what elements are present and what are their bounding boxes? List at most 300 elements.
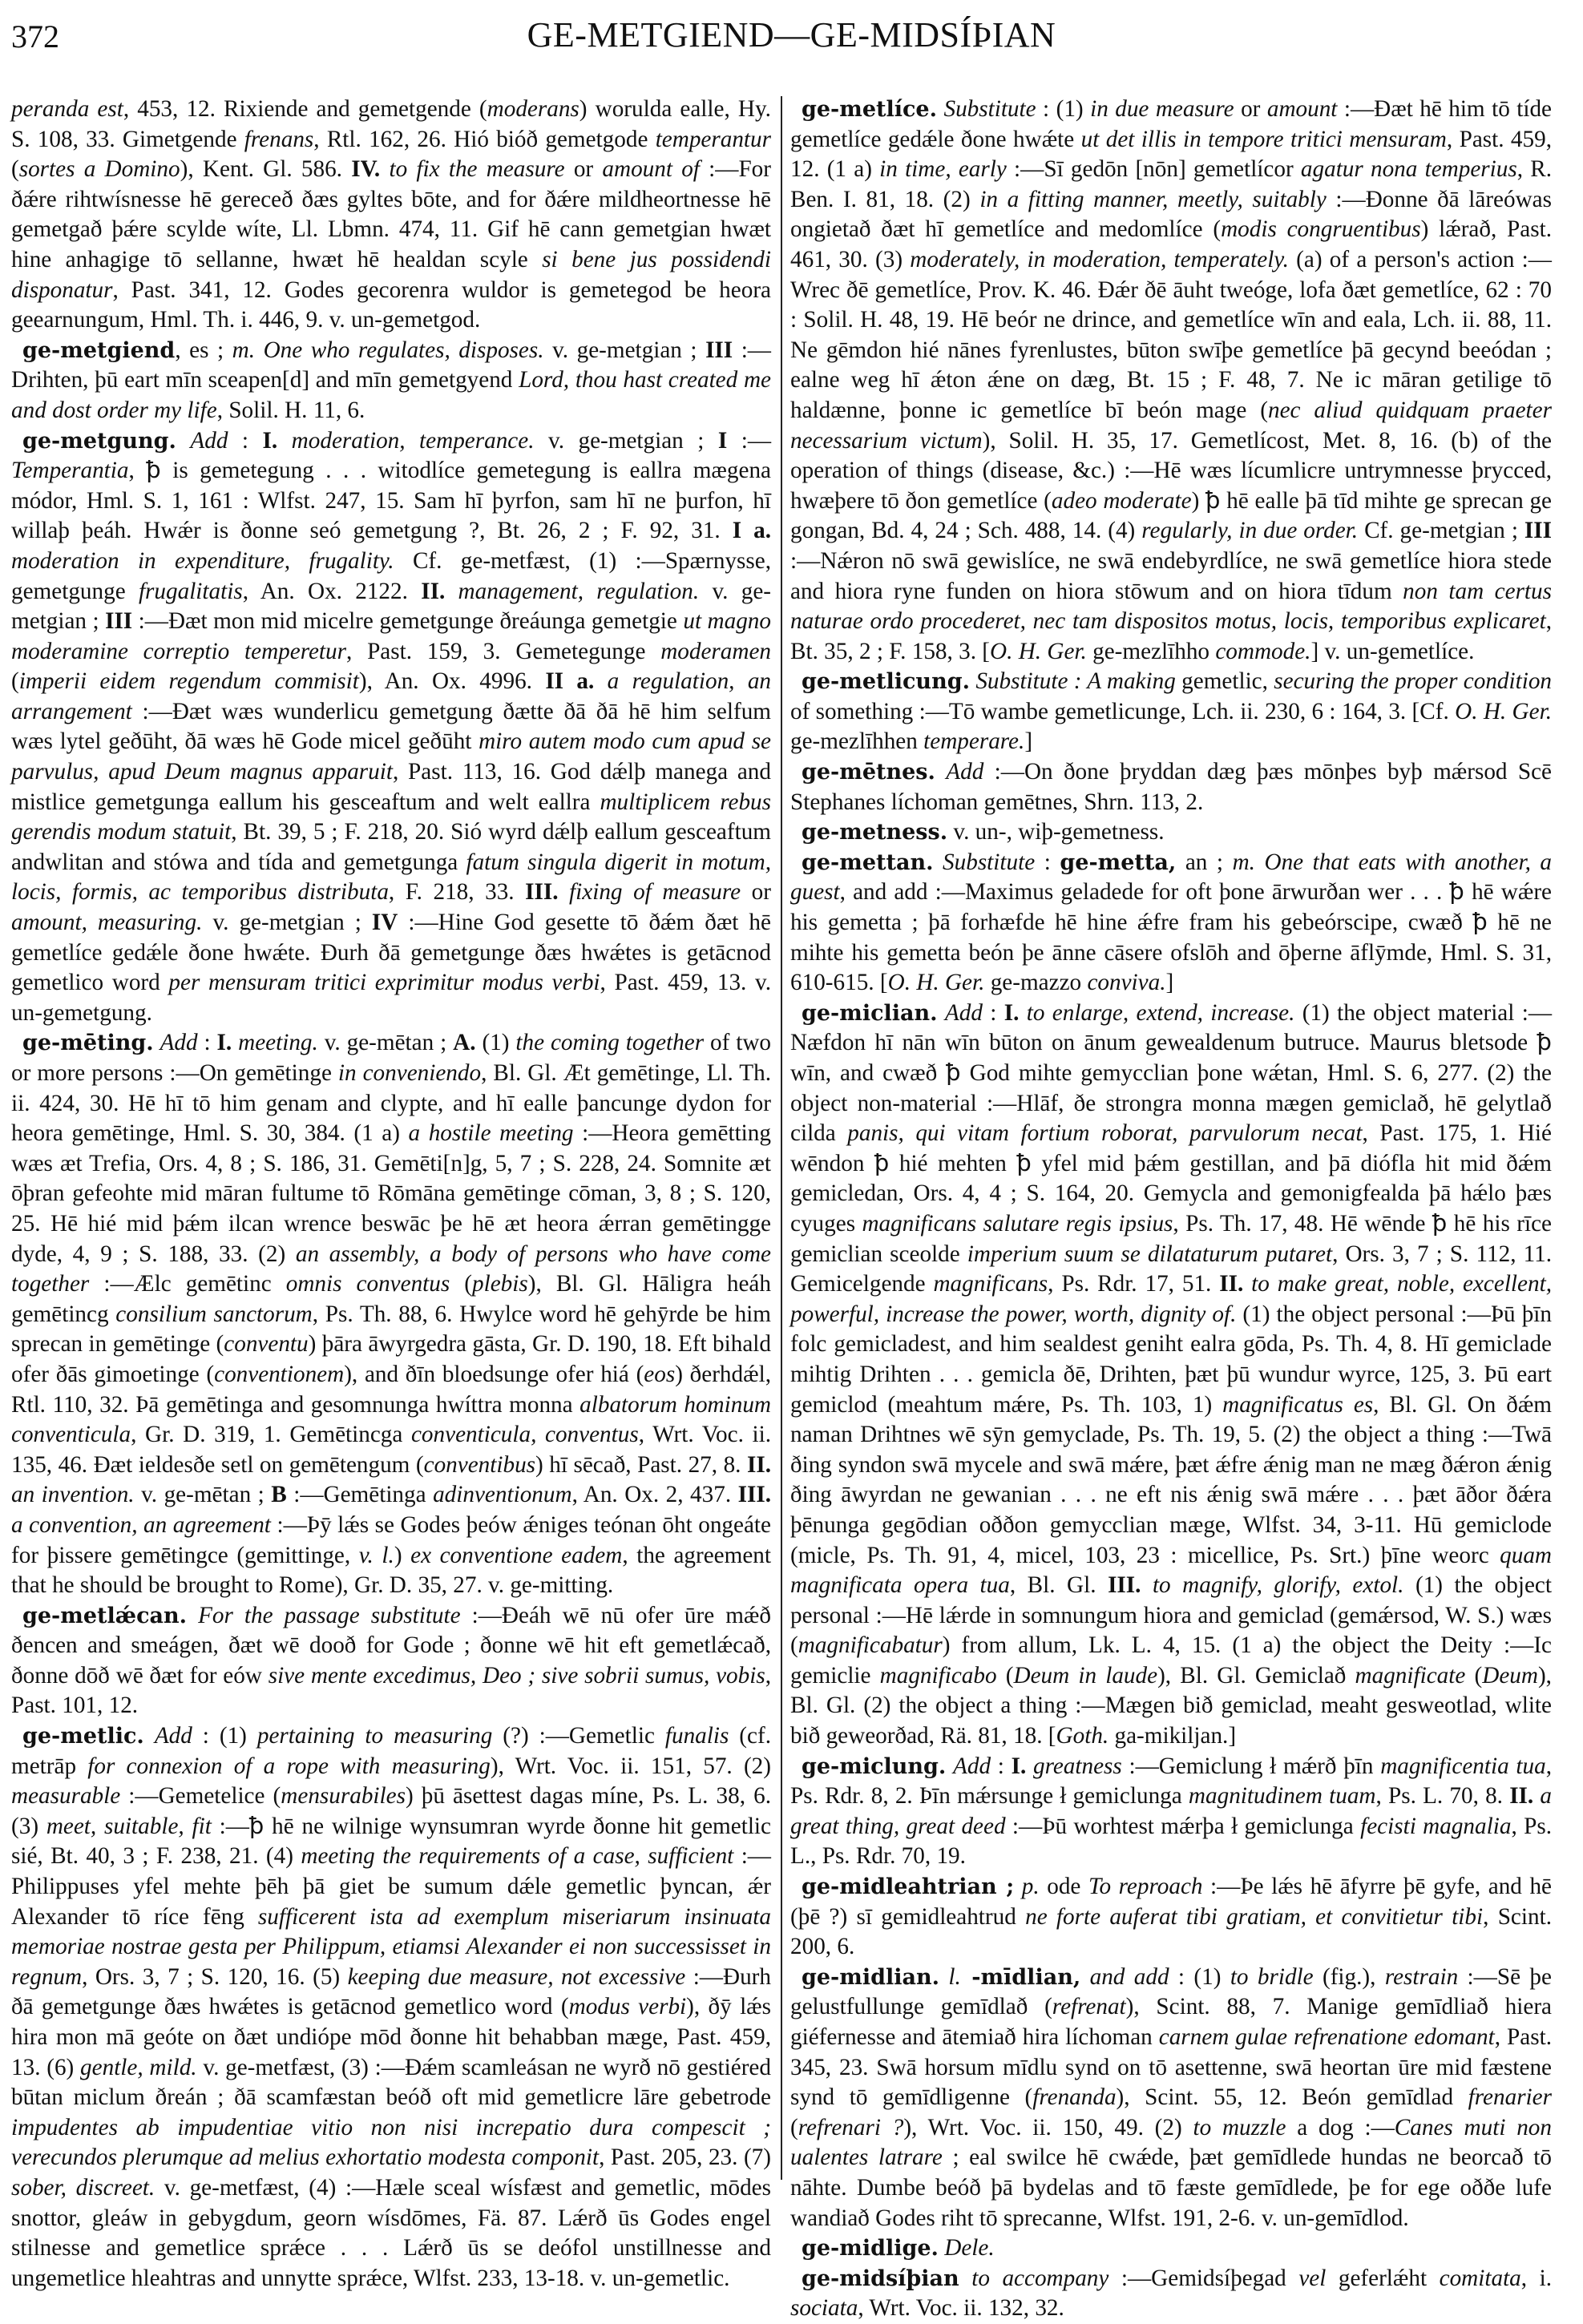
sense-number: II.: [421, 578, 446, 604]
entry-text: a dog :—: [1286, 2114, 1395, 2140]
entry-text: ), ðȳ lǽs hira mon mā geóte on ðæt undiópe mōd ðonne hit behabban mæge, Past. 459, 13. (6): [11, 1994, 772, 2080]
italic-gloss: Substitute: [943, 96, 1036, 122]
italic-gloss: mensurabiles: [281, 1783, 406, 1810]
entry-text: , 453, 12. Rixiende and gemetgende (: [123, 96, 487, 122]
entry-text: , Bl. Gl. On ðǽm naman Drihtnes wē sȳn gemyclade, Ps. Th. 19, 5. (2) the object a thing :—Twā ðing syndon swā mycele and swā mǽre, þæt ǽfre ǽnig man ne mæg ðǽron ǽnig ðing āwyrdan ne gewanian . . . ne eft nis ǽnig swā mǽre . . . þæt āðor ðǽra þēnunga gegōdian oððon gemycclian mæge, Wlfst. 34, 3-11. Hū gemiclode (micle, Ps. Th. 91, 4, micel, 103, 23 : micellice, Ps. Srt.) þīne weorc: [790, 1391, 1552, 1568]
entry-text: , An. Ox. 2, 437.: [571, 1482, 738, 1508]
italic-gloss: keeping due measure, not excessive: [347, 1963, 686, 1990]
entry-text: v. un-, wiþ-gemetness.: [947, 819, 1165, 845]
entry-text: , F. 218, 33.: [388, 879, 526, 906]
italic-gloss: for connexion of a rope with measuring: [87, 1753, 491, 1779]
sense-number: III.: [525, 879, 559, 906]
sense-number: III: [705, 337, 733, 363]
headword: ge-midleahtrian ;: [802, 1874, 1015, 1900]
italic-gloss: frenans: [244, 126, 314, 152]
entry-text: :—Ðæt wæs wunderlicu gemetgung ðætte ðā ðā hē him selfum wæs lytel geðūht, ðā wæs hē Gode micel geðūht: [11, 698, 771, 755]
italic-gloss: miro autem modo cum apud se parvulus, apud Deum magnus apparuit: [11, 728, 772, 785]
italic-gloss: m. One who regulates, disposes.: [232, 337, 544, 363]
entry-text: ] v. un-gemetlíce.: [1310, 638, 1475, 664]
italic-gloss: si bene jus possidendi disponatur: [11, 246, 771, 303]
entry-text: , Gr. D. 319, 1. Gemētincga: [131, 1422, 411, 1448]
entry-text: , ꝥ is gemetegung . . . witodlíce gemetegung is eallra mægena módor, Hml. S. 1, 161 : Wlfst. 247, 15. Sam hī þyrfon, sam hī ne þurfon, hī willaþ þeáh. Hwǽr is ðonne seó gemetgung ?, Bt. 26, 2 ; F. 92, 31.: [11, 458, 771, 544]
entry-text: : (1): [1169, 1963, 1230, 1990]
entry-text: :—On ðone þryddan dæg þæs mōnþes byþ mǽrsod Scē Stephanes líchoman gemētnes, Shrn. 113, 2.: [790, 759, 1553, 815]
sense-number: II a.: [545, 668, 595, 695]
italic-gloss: magnificans: [933, 1271, 1048, 1297]
entry-text: [935, 759, 946, 785]
italic-gloss: moderately, in moderation, temperately.: [910, 246, 1289, 272]
italic-gloss: and add: [1080, 1963, 1169, 1990]
entry-text: :—Drihten, þū eart mīn sceapen[d] and mīn gemetgyend: [11, 337, 771, 393]
entry-text: :—Heora gemētting wæs æt Trefia, Ors. 4, 8 ; S. 186, 31. Gemēti[n]g, 5, 7 ; S. 228, 24. Somnite æt ōþran gefeohte mid māran fultume tō Rōmāna gemētinge cōman, 3, 8 ; S. 120, 25. Hē hié mid þǽm ilcan wrence beswāc þe hē æt heora ǽrran gemētingge dyde, 4, 9 ; S. 188, 33. (2): [11, 1120, 771, 1267]
entry-text: ), Scint. 88, 7. Manige gemīdliað hiera giéfernesse and ātemiað hira líchoman: [790, 1994, 1552, 2050]
dictionary-entry: [790, 2264, 1552, 2324]
entry-text: , and add :—Maximus geladede for oft þone ārwurðan wer . . . ꝥ hē wǽre his gemetta ; þā forhæfde hē hine ǽfre fram his gebeórscipe, cwæð ꝥ hē ne mihte his gemetta beón þe ānne cāsere ofslōh and ōþerne āflȳmde, Hml. S. 31, 610-615. [: [790, 879, 1552, 996]
entry-text: (cf. metrāp: [11, 1723, 771, 1779]
italic-gloss: adinventionum: [433, 1482, 572, 1508]
entry-text: : (1): [1036, 96, 1091, 122]
dictionary-entry: [790, 1872, 1552, 1963]
sense-number: I: [717, 427, 728, 454]
italic-gloss: sortes a Domino: [18, 156, 180, 183]
entry-text: [144, 1723, 155, 1749]
entry-text: (?) :—Gemetlic: [492, 1723, 665, 1749]
entry-text: (fig.),: [1313, 1963, 1385, 1990]
sense-number: III: [1524, 518, 1552, 544]
italic-gloss: eos: [644, 1361, 676, 1387]
italic-gloss: agatur nona temperius: [1300, 156, 1517, 183]
entry-text: :—Þū worhtest mǽrþa ł gemiclunga: [1005, 1813, 1361, 1839]
entry-text: ), Bl. Gl. Hāligra heáh gemētincg: [11, 1271, 771, 1327]
dictionary-entry: [790, 999, 1552, 1752]
headword: ge-metlic.: [22, 1724, 144, 1749]
italic-gloss: adeo moderate: [1051, 487, 1192, 514]
headword: ge-mēting.: [22, 1031, 154, 1056]
italic-gloss: measurable: [11, 1783, 121, 1810]
entry-text: , Bl. Gl. Æt gemētinge, Ll. Th. ii. 424, 30. Hē hī tō him genam and clypte, and hī ealle þancunge dydon for heora gemētinge, Hml. S. 30, 384. (1 a): [11, 1060, 771, 1147]
italic-gloss: an assembly, a body of persons who have come together: [11, 1241, 771, 1297]
italic-gloss: conviva.: [1087, 970, 1166, 996]
sense-number: I.: [262, 427, 278, 454]
italic-gloss: management, regulation.: [445, 578, 700, 604]
entry-text: ; eal swilce hē cwǽde, þæt gemīdlede hundas ne beorcað tō nāhte. Dumbe beóð þā bydelas and tō fæste gemīdlede, þe for ege oððe lufe wandiað Godes riht tō sprecanne, Wlfst. 191, 2-6. v. un-gemīdlod.: [790, 2144, 1552, 2231]
entry-text: ), and ðīn bloedsunge ofer hiá (: [344, 1361, 644, 1387]
entry-text: Cf. ge-metfæst, (1) :—Spærnysse, gemetgunge: [11, 547, 771, 604]
italic-gloss: magnificatus es: [1222, 1391, 1374, 1418]
entry-text: :: [982, 999, 1004, 1026]
italic-gloss: moderation, temperance.: [277, 427, 535, 454]
left-column: [11, 95, 771, 2294]
italic-gloss: temperantur: [655, 126, 771, 152]
italic-gloss: ex conventione eadem: [410, 1542, 623, 1568]
entry-text: :—Ælc gemētinc: [89, 1271, 286, 1297]
entry-text: , Ps. L. 70, 8.: [1375, 1783, 1510, 1810]
sense-number: III.: [737, 1482, 771, 1508]
headword: ge-metlicung.: [802, 669, 970, 695]
dictionary-entry: [790, 2233, 1552, 2264]
italic-gloss: O. H. Ger.: [1455, 698, 1553, 724]
italic-gloss: per mensuram tritici exprimitur modus verbi: [168, 970, 600, 996]
entry-text: , es ;: [175, 337, 232, 363]
italic-gloss: sober, discreet.: [11, 2174, 155, 2201]
entry-text: :—Ðonne ðā lāreówas ongietað ðæt hī gemetlíce and medomlíce (: [790, 186, 1552, 243]
entry-text: :—ꝥ hē ne wilnige wynsumran wyrde ðonne hit gemetlic sié, Bt. 40, 3 ; F. 238, 21. (4): [11, 1813, 771, 1870]
italic-gloss: modus verbi: [568, 1994, 687, 2020]
entry-text: (1) the object material :—Næfdon hī nān wīn būton on ānum gewealdenum butruce. Maurus bletsode ꝥ wīn, and cwæð ꝥ God mihte gemycclian þone wǽtan, Hml. S. 6, 277. (2) the object non-material :—Hlāf, ðe strongra monna mægen gemiclað, hē gelytlað cilda: [790, 999, 1553, 1147]
headword: ge-metta,: [1060, 849, 1177, 875]
entry-text: , Rtl. 162, 26. Hió bióð gemetgode: [313, 126, 656, 152]
entry-text: :—Gemidsíþegad: [1109, 2265, 1299, 2291]
italic-gloss: magnificabo: [879, 1662, 997, 1689]
running-head: GE-METGIEND—GE-MIDSÍÞIAN: [527, 15, 1056, 54]
entry-text: ) lǽrað, Past. 461, 30. (3): [790, 216, 1552, 272]
entry-text: :—Sī gedōn [nōn] gemetlícor: [1006, 156, 1301, 183]
entry-text: v. ge-metfæst, (4) :—Hæle sceal wísfæst and gemetlic, mōdes snottor, gleáw in gebygdum, georn wísdōmes, Fä. 87. Lǽrð ūs Godes engel stilnesse and gemetlice sprǽce . . . Lǽrð ūs se deófol unstillnesse and ungemetlice hleahtras and unnytte sprǽce, Wlfst. 233, 13-18. v. un-gemetlic.: [11, 2174, 771, 2291]
entry-text: (: [11, 156, 19, 183]
entry-text: ): [394, 1542, 411, 1568]
entry-text: , Past. 159, 3. Gemetegunge: [346, 638, 661, 664]
italic-gloss: v. l.: [358, 1542, 394, 1568]
italic-gloss: a great thing, great deed: [790, 1783, 1552, 1839]
entry-text: ) ðerhdǽl, Rtl. 110, 32. Þā gemētinga and gesomnunga hwíttra monna: [11, 1361, 771, 1418]
italic-gloss: a regulation, an arrangement: [11, 668, 772, 724]
italic-gloss: To reproach: [1088, 1874, 1203, 1900]
italic-gloss: ne forte auferat tibi gratiam, et convitietur tibi: [1025, 1903, 1484, 1930]
italic-gloss: greatness: [1026, 1753, 1122, 1779]
italic-gloss: sive mente excedimus, Deo ; sive sobrii sumus, vobis: [268, 1662, 765, 1689]
italic-gloss: conventibus: [423, 1451, 536, 1478]
entry-text: , Ors. 3, 7 ; S. 112, 11. Gemicelgende: [790, 1241, 1552, 1297]
entry-text: ), Wrt. Voc. ii. 150, 49. (2): [903, 2114, 1193, 2140]
entry-text: [1014, 1874, 1022, 1899]
entry-text: [933, 849, 943, 875]
italic-gloss: the coming together: [515, 1030, 705, 1056]
italic-gloss: impudentes ab impudentiae vitio non nisi increpatio dura compescit ; verecundos plerumque ad melius exhortatio modesta componit: [11, 2114, 771, 2171]
entry-text: , Scint. 200, 6.: [790, 1903, 1552, 1960]
headword: ge-midlige.: [802, 2236, 939, 2261]
entry-text: :—Gemētinga: [286, 1482, 434, 1508]
italic-gloss: m. One that eats with another, a guest: [790, 849, 1553, 906]
italic-gloss: quam magnificata opera tua: [790, 1542, 1552, 1599]
headword: ge-miclung.: [802, 1753, 947, 1779]
italic-gloss: Substitute : A making: [975, 668, 1176, 695]
italic-gloss: refrenari ?: [798, 2114, 904, 2140]
italic-gloss: O. H. Ger.: [990, 638, 1087, 664]
entry-text: ), Bl. Gl. Gemiclað: [1157, 1662, 1355, 1689]
entry-continuation: [11, 95, 771, 336]
italic-gloss: to enlarge, extend, increase.: [1019, 999, 1295, 1026]
entry-text: :: [228, 427, 263, 454]
italic-gloss: restrain: [1384, 1963, 1459, 1990]
dictionary-entry: [790, 1752, 1552, 1872]
entry-text: :—For ðǽre rihtwísnesse hē gereceð ðæs gyltes bōte, and for ðǽre mildheortnesse hē gemetgað þǽre scylde wíte, Ll. Lbmn. 474, 11. Gif hē cann gemetgian hwæt hine anhagige tō sellanne, hwæt hē healdan scyle: [11, 156, 771, 272]
dictionary-entry: [790, 1963, 1552, 2233]
right-column: [790, 95, 1552, 2324]
italic-gloss: regularly, in due order.: [1141, 518, 1359, 544]
italic-gloss: ut magno moderamine correptio temperetur: [11, 608, 771, 664]
entry-text: [154, 1030, 160, 1055]
entry-text: , Ors. 3, 7 ; S. 120, 16. (5): [82, 1963, 348, 1990]
entry-text: , Bt. 39, 5 ; F. 218, 20. Sió wyrd dǽlþ eallum gesceaftum andwlitan and stówa and tída and gemetgunga: [11, 819, 772, 875]
italic-gloss: to magnify, glorify, extol.: [1141, 1572, 1404, 1599]
sense-number: II.: [1219, 1271, 1244, 1297]
entry-text: v. ge-mētan ;: [317, 1030, 454, 1056]
italic-gloss: temperare.: [923, 728, 1025, 755]
sense-number: II.: [1509, 1783, 1534, 1810]
sense-number: III.: [1108, 1572, 1141, 1599]
italic-gloss: Dele.: [944, 2235, 995, 2261]
italic-gloss: moderamen: [660, 638, 771, 664]
entry-text: ode: [1039, 1874, 1088, 1900]
headword: ge-miclian.: [802, 1000, 938, 1026]
entry-text: :—Gemetelice (: [120, 1783, 281, 1810]
italic-gloss: sociata: [790, 2295, 858, 2322]
dictionary-entry: [11, 336, 771, 426]
dictionary-entry: [11, 1601, 771, 1721]
sense-number: I.: [1011, 1753, 1027, 1779]
italic-gloss: O. H. Ger.: [887, 970, 985, 996]
italic-gloss: fixing of measure: [558, 879, 741, 906]
italic-gloss: Add: [160, 1030, 198, 1056]
italic-gloss: magnificentia tua: [1380, 1753, 1546, 1779]
dictionary-entry: [790, 848, 1552, 999]
headword: ge-metgiend: [22, 337, 176, 363]
headword: ge-metlǽcan.: [22, 1603, 188, 1628]
entry-text: ) hī sēcað, Past. 27, 8.: [535, 1451, 747, 1478]
italic-gloss: moderans: [487, 96, 579, 122]
entry-text: geferlǽht: [1326, 2265, 1440, 2291]
entry-text: ), Solil. H. 35, 17. Gemetlícost, Met. 8, 16. (b) of the operation of things (disease, &c.) :—Hē wæs lícumlicre untrymnesse þrycced, hwæþere tō ðon gemetlíce (: [790, 427, 1552, 514]
entry-text: :—Gemiclung ł mǽrð þīn: [1121, 1753, 1381, 1779]
italic-gloss: funalis: [664, 1723, 729, 1749]
entry-text: :: [1035, 849, 1060, 875]
italic-gloss: in due measure: [1090, 96, 1234, 122]
entry-text: [939, 1964, 948, 1990]
entry-text: [938, 1000, 945, 1026]
italic-gloss: magnificabatur: [798, 1632, 943, 1659]
entry-text: , Past. 345, 23. Swā horsum mīdlu synd on tō asettenne, swā heortan ūre mid fæstene synd tō gemīdligenne (: [790, 2024, 1552, 2111]
entry-text: v. ge-metfæst, (3) :—Ðǽm scamleásan ne wyrð nō gestiéred būtan miclum ðreán ; ðā scamfæstan beóð oft mid gemetlicre lāre gebetrode: [11, 2054, 771, 2111]
italic-gloss: plebis: [472, 1271, 528, 1297]
italic-gloss: Lord, thou hast created me and dost order my life: [11, 367, 771, 423]
entry-text: , Past. 205, 23. (7): [599, 2144, 771, 2171]
entry-text: , Past. 175, 1. Hié wēndon ꝥ hié mehten ꝥ yfel mid þǽm gestillan, and þā diófla hit mid ðǽm gemicledan, Ors. 4, 4 ; S. 164, 20. Gemycla and gemonigfealda þā hǽlo þæs cyuges: [790, 1120, 1552, 1237]
entry-text: , Ps. Rdr. 8, 2. Þīn mǽrsunge ł gemiclunga: [790, 1753, 1553, 1810]
italic-gloss: Add: [944, 999, 983, 1026]
sense-number: IV.: [351, 156, 381, 183]
italic-gloss: Add: [953, 1753, 991, 1779]
italic-gloss: conventionem: [214, 1361, 345, 1387]
headword: -mīdlian,: [960, 1964, 1081, 1990]
entry-text: ga-mikiljan.]: [1109, 1723, 1237, 1749]
entry-text: Cf. ge-metgian ;: [1358, 518, 1524, 544]
entry-text: (1): [475, 1030, 516, 1056]
entry-text: :—Ðæt hē him tō tíde gemetlíce gedǽle ðone hwǽte: [790, 96, 1552, 152]
italic-gloss: amount of: [602, 156, 700, 183]
italic-gloss: fatum singula digerit in motum, locis, formis, ac temporibus distributa: [11, 849, 772, 906]
italic-gloss: to bridle: [1230, 1963, 1314, 1990]
dictionary-entry: [790, 817, 1552, 848]
italic-gloss: conventicula, conventus: [410, 1422, 639, 1448]
entry-text: of something :—Tō wambe gemetlicunge, Lch. ii. 230, 6 : 164, 3. [Cf.: [790, 698, 1456, 724]
entry-text: of two or more persons :—On gemētinge: [11, 1030, 771, 1086]
entry-text: :—Hine God gesette tō ðǽm ðæt hē gemetlíce gedǽle ðone hwǽte. Ðurh ðā gemetgunge ðæs hwǽtes is getācnod gemetlico word: [11, 910, 771, 996]
headword: ge-midsíþian: [802, 2265, 959, 2291]
italic-gloss: conventu: [224, 1331, 309, 1358]
italic-gloss: Deum in laude: [1013, 1662, 1158, 1689]
italic-gloss: frenanda: [1032, 2084, 1117, 2111]
entry-text: v. ge-mētan ;: [134, 1482, 272, 1508]
headword: ge-metness.: [802, 820, 948, 845]
dictionary-entry: [790, 757, 1552, 817]
entry-text: :—Þe lǽs hē āfyrre þē gyfe, and hē (þē ?) sī gemidleahtrud: [790, 1874, 1552, 1930]
italic-gloss: modis congruentibus: [1221, 216, 1421, 243]
entry-text: (: [450, 1271, 473, 1297]
entry-text: or: [1234, 96, 1267, 122]
dictionary-entry: [790, 667, 1552, 757]
entry-text: [176, 428, 191, 454]
sense-number: I a.: [732, 518, 772, 544]
sense-number: III: [105, 608, 133, 635]
entry-text: , Wrt. Voc. ii. 132, 32.: [858, 2295, 1064, 2322]
italic-gloss: imperii eidem regendum commisit: [18, 668, 359, 695]
entry-text: (: [790, 2114, 798, 2140]
italic-gloss: commode.: [1215, 638, 1311, 664]
column-divider: [781, 96, 782, 2180]
italic-gloss: non tam certus naturae ordo procederet, nec tam dispositos motus, locis, temporibus explicaret: [790, 578, 1552, 635]
sense-number: A.: [453, 1030, 476, 1056]
entry-text: , Solil. H. 11, 6.: [216, 397, 365, 423]
entry-text: :: [991, 1753, 1012, 1779]
italic-gloss: comitata: [1439, 2265, 1521, 2291]
italic-gloss: Add: [946, 759, 984, 785]
entry-text: gemetlic,: [1175, 668, 1274, 695]
italic-gloss: meeting.: [232, 1030, 318, 1056]
entry-text: ), Kent. Gl. 586.: [180, 156, 352, 183]
entry-text: :—Ðurh ðā gemetgunge ðæs hwǽtes is getācnod gemetlico word (: [11, 1963, 771, 2020]
italic-gloss: Add: [190, 427, 228, 454]
entry-text: v. ge-metgian ;: [11, 578, 772, 635]
entry-text: , Ps. Th. 17, 48. Hē wēnde ꝥ hē his rīce gemiclian sceolde: [790, 1210, 1552, 1267]
entry-text: :: [197, 1030, 217, 1056]
italic-gloss: l.: [948, 1963, 961, 1990]
italic-gloss: Deum: [1482, 1662, 1538, 1689]
italic-gloss: amount: [1266, 96, 1338, 122]
entry-text: ]: [1165, 970, 1174, 996]
entry-text: , Ps. L., Ps. Rdr. 70, 19.: [790, 1813, 1552, 1870]
entry-text: (: [11, 668, 19, 695]
entry-text: or: [741, 879, 771, 906]
italic-gloss: Goth.: [1056, 1723, 1109, 1749]
entry-text: , i.: [1520, 2265, 1553, 2291]
italic-gloss: securing the proper condition: [1274, 668, 1553, 695]
dictionary-entry: [11, 1028, 771, 1600]
italic-gloss: carnem gulae refrenatione edomant: [1158, 2024, 1495, 2050]
entry-text: :—Philippuses yfel mehte þēh þā giet be sumum dǽle gemetlic þyncan, ǽr Alexander tō ríce fēng: [11, 1843, 771, 1930]
entry-text: ]: [1024, 728, 1033, 755]
italic-gloss: amount, measuring.: [11, 910, 203, 936]
italic-gloss: a hostile meeting: [408, 1120, 574, 1147]
entry-text: ), Scint. 55, 12. Beón gemīdlad: [1116, 2084, 1468, 2111]
entry-text: :—Ðeáh wē nū ofer ūre mǽð ðencen and smeágen, ðæt wē dooð for Gode ; ðonne wē hit eft gemetlǽcað, ðonne dōð wē ðæt for eów: [11, 1602, 771, 1689]
entry-text: , Ps. Rdr. 17, 51.: [1048, 1271, 1220, 1297]
entry-text: [946, 1753, 953, 1779]
entry-text: ) worulda ealle, Hy. S. 108, 33. Gimetgende: [11, 96, 771, 152]
dictionary-entry: [790, 95, 1552, 667]
entry-text: [187, 1603, 198, 1628]
sense-number: I.: [1004, 999, 1020, 1026]
entry-text: : (1): [192, 1723, 257, 1749]
entry-text: , An. Ox. 2122.: [242, 578, 422, 604]
entry-text: , R. Ben. I. 81, 18. (2): [790, 156, 1552, 212]
italic-gloss: frugalitatis: [138, 578, 243, 604]
italic-gloss: Temperantia: [11, 458, 129, 484]
italic-gloss: meet, suitable, fit: [46, 1813, 212, 1839]
italic-gloss: refrenat: [1052, 1994, 1126, 2020]
entry-text: , Bl. Gl.: [1009, 1572, 1109, 1599]
italic-gloss: For the passage substitute: [198, 1602, 461, 1628]
italic-gloss: peranda est: [11, 96, 123, 122]
entry-text: ), An. Ox. 4996.: [358, 668, 546, 695]
entry-text: v. ge-metgian ;: [202, 910, 372, 936]
italic-gloss: a convention, an agreement: [11, 1511, 271, 1538]
entry-text: ) from allum, Lk. L. 4, 15. (1 a) the object the Deity :—Ic gemiclie: [790, 1632, 1552, 1689]
italic-gloss: sufficerent ista ad exemplum miseriarum insinuata memoriae nostrae gesta per Philippum, etiamsi Alexander ei non successisset in regnum: [11, 1903, 772, 1990]
page-number: 372: [11, 18, 59, 54]
entry-text: ) ꝥ hē ealle þā tīd mihte ge sprecan ge gongan, Bd. 4, 24 ; Sch. 488, 14. (4): [790, 487, 1552, 544]
sense-number: IV: [371, 910, 398, 936]
sense-number: B: [271, 1482, 287, 1508]
entry-text: (a) of a person's action :—Wrec ðē gemetlíce, Prov. K. 46. Ðǽr ðē āuht tweóge, lofa ðæt gemetlíce, 62 : 70 : Solil. H. 48, 19. Hē beór ne drince, and gemetlíce wīn and eala, Lch. ii. 88, 11. Ne gēmdon hié nānes fyrenlustes, būton swīþe gemetlíce þā gecynd beeódan ; ealne weg hī ǽton ǽne on dæg, Bt. 15 ; F. 48, 7. Ne ic māran getilige tō haldænne, þonne ic gemetlíce bī beón mage (: [790, 246, 1552, 423]
italic-gloss: in time, early: [879, 156, 1007, 183]
dictionary-entry: [11, 426, 771, 1029]
sense-number: I.: [216, 1030, 232, 1056]
entry-text: , Past. 113, 16. God dǽlþ manega and mistlice gemetgunga eallum his gesceaftum and welt eallra: [11, 759, 771, 815]
italic-gloss: frenarier: [1468, 2084, 1552, 2111]
entry-text: (1) the object personal :—Þū þīn folc gemicladest, and him sealdest geniht ealra gōda, Ps. Th. 4, 8. Hī gemiclade mihtig Drihten . . . gemicla ðē, Drihten, þæt þū wundur wyrce, 125, 3. Þū eart gemiclod (meahtum mǽre, Ps. Th. 103, 1): [790, 1301, 1553, 1418]
italic-gloss: Add: [154, 1723, 192, 1749]
italic-gloss: magnitudinem tuam: [1188, 1783, 1376, 1810]
entry-text: ), Bl. Gl. (2) the object a thing :—Mægen bið gemiclad, meaht gesweotlad, wlite bið geweorðad, Rä. 81, 18. [: [790, 1662, 1552, 1749]
headword: ge-mētnes.: [802, 760, 935, 785]
entry-text: ge-mezlīhhen: [790, 728, 924, 755]
entry-text: :—Þȳ lǽs se Godes þeów ǽniges teónan ōht ongeáte for þissere gemētingce (gemittinge,: [11, 1511, 771, 1568]
italic-gloss: Canes muti non ualentes latrare: [790, 2114, 1552, 2171]
italic-gloss: panis, qui vitam fortium roborat, parvulorum necat: [847, 1120, 1363, 1147]
italic-gloss: nec aliud quidquam praeter necessarium victum: [790, 397, 1552, 454]
italic-gloss: to make great, noble, excellent, powerful, increase the power, worth, dignity of.: [790, 1271, 1552, 1327]
entry-text: , Past. 341, 12. Godes gecorenra wuldor is gemetegod be heora geearnungum, Hml. Th. i. 446, 9. v. un-gemetgod.: [11, 276, 771, 333]
headword: ge-mettan.: [802, 849, 934, 875]
italic-gloss: multiplicem rebus gerendis modum statuit: [11, 789, 772, 845]
dictionary-entry: [11, 1721, 771, 2294]
entry-text: :—Sē þe gelustfullunge gemīdlað (: [790, 1963, 1552, 2020]
italic-gloss: to accompany: [971, 2265, 1109, 2291]
italic-gloss: in a fitting manner, meetly, suitably: [979, 186, 1327, 212]
entry-text: ), Wrt. Voc. ii. 151, 57. (2): [490, 1753, 771, 1779]
italic-gloss: Substitute: [943, 849, 1036, 875]
entry-text: :—Ðæt mon mid micelre gemetgunge ðreáunga gemetgie: [132, 608, 684, 635]
entry-text: ) þū āsettest dagas míne, Ps. L. 38, 6. (3): [11, 1783, 771, 1839]
entry-text: , the agreement that he should be brought to Rome), Gr. D. 35, 27. v. ge-mitting.: [11, 1542, 771, 1599]
italic-gloss: to muzzle: [1193, 2114, 1286, 2140]
italic-gloss: magnificans salutare regis ipsius: [862, 1210, 1173, 1237]
italic-gloss: in conveniendo: [337, 1060, 482, 1086]
italic-gloss: to fix the measure: [380, 156, 565, 183]
entry-text: v. ge-metgian ;: [543, 337, 706, 363]
sense-number: II.: [746, 1451, 771, 1478]
headword: ge-metlíce.: [802, 97, 938, 122]
